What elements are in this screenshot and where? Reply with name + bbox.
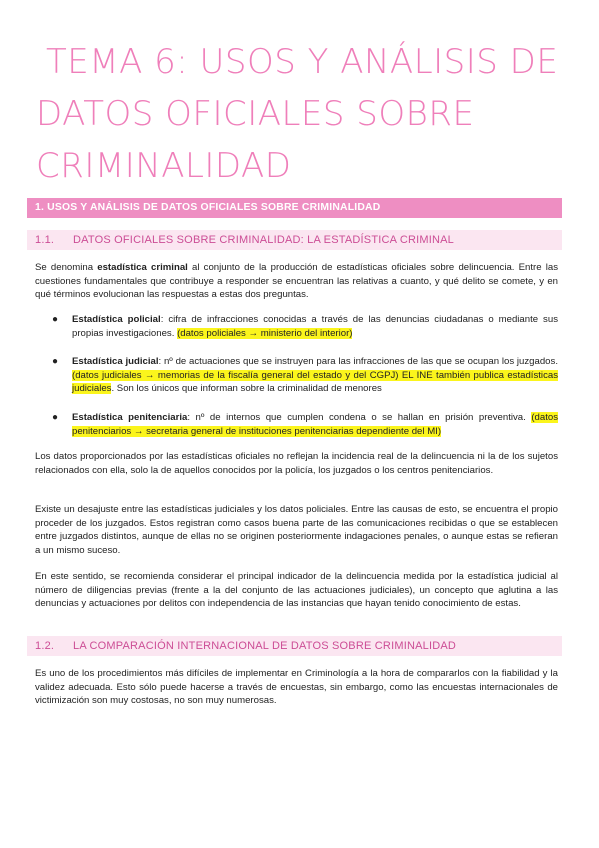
subsection-title: DATOS OFICIALES SOBRE CRIMINALIDAD: LA ESTADÍSTICA CRIMINAL — [73, 234, 454, 246]
body-paragraph: En este sentido, se recomienda considerar el principal indicador de la delincuencia medida por la estadística judicial al número de diligencias previas (frente a la del conjunto de las actuaciones judiciales), un concepto que aglutina a las denuncias y actuaciones por delitos con independencia de las instancias que hayan tenido conocimiento de estas. — [35, 571, 558, 609]
list-item — [52, 313, 558, 340]
bold-term: Estadística policial — [72, 314, 161, 325]
subsection-number: 1.2. — [35, 640, 55, 652]
bullet-icon: ● — [52, 412, 59, 423]
subsection-heading — [27, 636, 562, 656]
text-run: . Son los únicos que informan sobre la criminalidad de menores — [111, 383, 382, 394]
highlighted-text: (datos judiciales → memorias de la fiscalía general del estado y del CGPJ) EL INE también publica estadísticas judiciales — [72, 369, 558, 394]
title-line: TEMA 6: USOS Y ANÁLISIS DE — [46, 42, 559, 82]
title-line: DATOS OFICIALES SOBRE — [36, 94, 475, 134]
title-line: CRIMINALIDAD — [36, 146, 292, 186]
subsection-number: 1.1. — [35, 234, 55, 246]
document-title — [36, 36, 576, 192]
text-run: : nº de actuaciones que se instruyen para las infracciones de las que se ocupan los juzgados. — [158, 356, 558, 367]
list-item — [52, 411, 558, 438]
text-run: : cifra de infracciones conocidas a través de las denuncias ciudadanas o mediante sus propias investigaciones. — [72, 314, 558, 339]
body-paragraph: Los datos proporcionados por las estadísticas oficiales no reflejan la incidencia real de la delincuencia ni la de los sujetos relacionados con ella, solo la de aquellos conocidos por la policía, los juzgados o los centros penitenciarios. — [35, 451, 558, 476]
intro-paragraph — [35, 261, 558, 302]
body-paragraph: Es uno de los procedimientos más difíciles de implementar en Criminología a la hora de compararlos con la fiabilidad y la validez adecuada. Esto sólo puede hacerse a través de encuestas, sin embargo, como las encuestas internacionales de victimización son muy costosas, no son muy numerosas. — [35, 668, 558, 706]
section-heading: 1. USOS Y ANÁLISIS DE DATOS OFICIALES SOBRE CRIMINALIDAD — [27, 198, 562, 218]
subsection-heading — [27, 230, 562, 250]
highlighted-text: (datos policiales → ministerio del interior) — [177, 327, 353, 339]
subsection-title: LA COMPARACIÓN INTERNACIONAL DE DATOS SOBRE CRIMINALIDAD — [73, 640, 457, 652]
bullet-icon: ● — [52, 314, 59, 325]
bold-term: Estadística penitenciaria — [72, 412, 188, 423]
bullet-icon: ● — [52, 356, 59, 367]
text-run: : nº de internos que cumplen condena o se hallan en prisión preventiva. — [187, 412, 532, 423]
bold-term: estadística criminal — [97, 262, 188, 273]
text-run: al conjunto de la producción de estadísticas oficiales sobre delincuencia. Entre las cuestiones fundamentales que contribuye a responder se encuentran las relativas a cuanto, y qué delito se comete, y en qué términos evolucionan las respuestas a estas dos preguntas. — [35, 262, 559, 300]
highlighted-text: (datos penitenciarios → secretaria general de instituciones penitenciarias dependiente del MI) — [72, 412, 558, 437]
body-paragraph: Existe un desajuste entre las estadísticas judiciales y los datos policiales. Entre las causas de esto, se encuentra el propio proceder de los juzgados. Estos registran como casos buena parte de las comunicaciones recibidas o que se establecen entre juzgados distintos, aunque de ellas no se originen posteriormente indagaciones penales, o aunque estas se refieran a un mismo suceso. — [35, 504, 558, 556]
bold-term: Estadística judicial — [72, 356, 159, 367]
list-item — [52, 355, 558, 396]
text-run: Se denomina — [35, 262, 98, 273]
